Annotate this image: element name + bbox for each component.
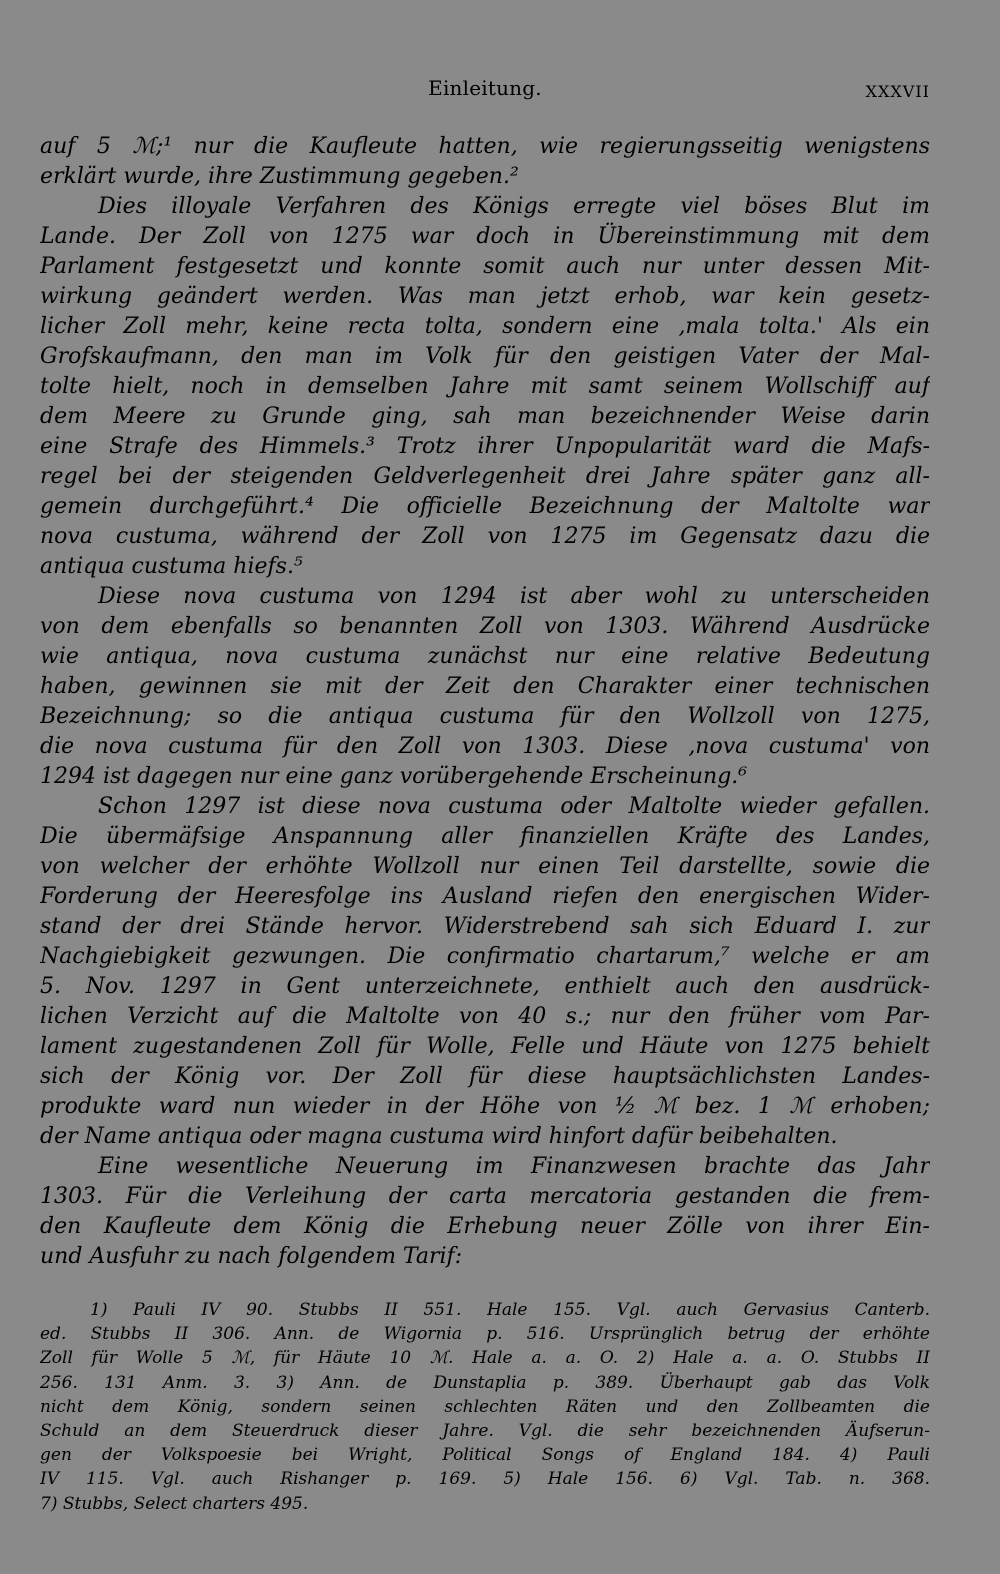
footnote-line: 7) Stubbs, Select charters 495. [40,1493,309,1514]
text-line: die nova custuma für den Zoll von 1303. Diese ‚nova custuma' von [40,734,930,759]
page-header [40,68,930,108]
text-line: erklärt wurde, ihre Zustimmung gegeben.² [40,164,519,189]
text-line: der Name antiqua oder magna custuma wird hinfort dafür beibehalten. [40,1124,838,1149]
footnote-line: ed. Stubbs II 306. Ann. de Wigornia p. 516. Ursprünglich betrug der erhöhte [40,1324,930,1345]
text-line: Lande. Der Zoll von 1275 war doch in Übereinstimmung mit dem [40,224,930,249]
paragraph-start-line: Schon 1297 ist diese nova custuma oder Maltolte wieder gefallen. [98,794,930,819]
running-title: Einleitung. [428,76,542,100]
text-line: von dem ebenfalls so benannten Zoll von 1303. Während Ausdrücke [40,614,930,639]
footnote-line: 256. 131 Anm. 3. 3) Ann. de Dunstaplia p. 389. Überhaupt gab das Volk [40,1372,930,1393]
text-line: Parlament festgesetzt und konnte somit auch nur unter dessen Mit- [40,254,930,279]
paragraph-start-line: Diese nova custuma von 1294 ist aber wohl zu unterscheiden [98,584,930,609]
text-line: Die übermäfsige Anspannung aller finanziellen Kräfte des Landes, [40,824,930,849]
text-line: 5. Nov. 1297 in Gent unterzeichnete, enthielt auch den ausdrück- [40,974,930,999]
paragraph-start-line: Eine wesentliche Neuerung im Finanzwesen brachte das Jahr [98,1154,930,1179]
text-line: wie antiqua, nova custuma zunächst nur eine relative Bedeutung [40,644,930,669]
text-line: auf 5 ℳ;¹ nur die Kaufleute hatten, wie regierungsseitig wenigstens [40,134,930,159]
footnote-line: IV 115. Vgl. auch Rishanger p. 169. 5) Hale 156. 6) Vgl. Tab. n. 368. [40,1469,930,1490]
text-line: dem Meere zu Grunde ging, sah man bezeichnender Weise darin [40,404,930,429]
text-line: lament zugestandenen Zoll für Wolle, Felle und Häute von 1275 behielt [40,1034,930,1059]
footnote-line: Zoll für Wolle 5 ℳ, für Häute 10 ℳ. Hale a. a. O. 2) Hale a. a. O. Stubbs II [40,1348,930,1369]
text-line: tolte hielt, noch in demselben Jahre mit samt seinem Wollschiff auf [40,374,930,399]
book-page [40,0,930,1574]
footnote-line: 1) Pauli IV 90. Stubbs II 551. Hale 155. Vgl. auch Gervasius Canterb. [90,1300,930,1320]
text-line: von welcher der erhöhte Wollzoll nur einen Teil darstellte, sowie die [40,854,930,879]
text-line: eine Strafe des Himmels.³ Trotz ihrer Unpopularität ward die Mafs- [40,434,930,459]
text-line: regel bei der steigenden Geldverlegenheit drei Jahre später ganz all- [40,464,930,489]
text-line: Nachgiebigkeit gezwungen. Die confirmatio chartarum,⁷ welche er am [40,944,930,969]
footnote-line: nicht dem König, sondern seinen schlechten Räten und den Zollbeamten die [40,1396,930,1417]
footnotes [40,1298,930,1516]
text-line: 1303. Für die Verleihung der carta mercatoria gestanden die frem- [40,1184,930,1209]
footnote-line: gen der Volkspoesie bei Wright, Political Songs of England 184. 4) Pauli [40,1445,930,1466]
text-line: den Kaufleute dem König die Erhebung neuer Zölle von ihrer Ein- [40,1214,930,1239]
text-line: stand der drei Stände hervor. Widerstrebend sah sich Eduard I. zur [40,914,930,939]
text-line: antiqua custuma hiefs.⁵ [40,554,303,579]
text-line: Grofskaufmann, den man im Volk für den geistigen Vater der Mal- [40,344,930,369]
text-line: produkte ward nun wieder in der Höhe von ½ ℳ bez. 1 ℳ erhoben; [40,1094,930,1119]
text-line: sich der König vor. Der Zoll für diese hauptsächlichsten Landes- [40,1064,930,1089]
body-text [40,132,930,1272]
text-line: Forderung der Heeresfolge ins Ausland riefen den energischen Wider- [40,884,930,909]
text-line: gemein durchgeführt.⁴ Die officielle Bezeichnung der Maltolte war [40,494,930,519]
text-line: nova custuma, während der Zoll von 1275 im Gegensatz dazu die [40,524,930,549]
text-line: haben, gewinnen sie mit der Zeit den Charakter einer technischen [40,674,930,699]
text-line: lichen Verzicht auf die Maltolte von 40 s.; nur den früher vom Par- [40,1004,930,1029]
footnote-line: Schuld an dem Steuerdruck dieser Jahre. Vgl. die sehr bezeichnenden Äufserun- [40,1420,930,1441]
text-line: wirkung geändert werden. Was man jetzt erhob, war kein gesetz- [40,284,930,309]
text-line: Bezeichnung; so die antiqua custuma für den Wollzoll von 1275, [40,704,930,729]
text-line: und Ausfuhr zu nach folgendem Tarif: [40,1244,463,1269]
text-line: 1294 ist dagegen nur eine ganz vorübergehende Erscheinung.⁶ [40,764,748,789]
page-number: XXXVII [865,82,930,101]
paragraph-start-line: Dies illoyale Verfahren des Königs erregte viel böses Blut im [98,194,930,219]
text-line: licher Zoll mehr, keine recta tolta, sondern eine ‚mala tolta.' Als ein [40,314,930,339]
